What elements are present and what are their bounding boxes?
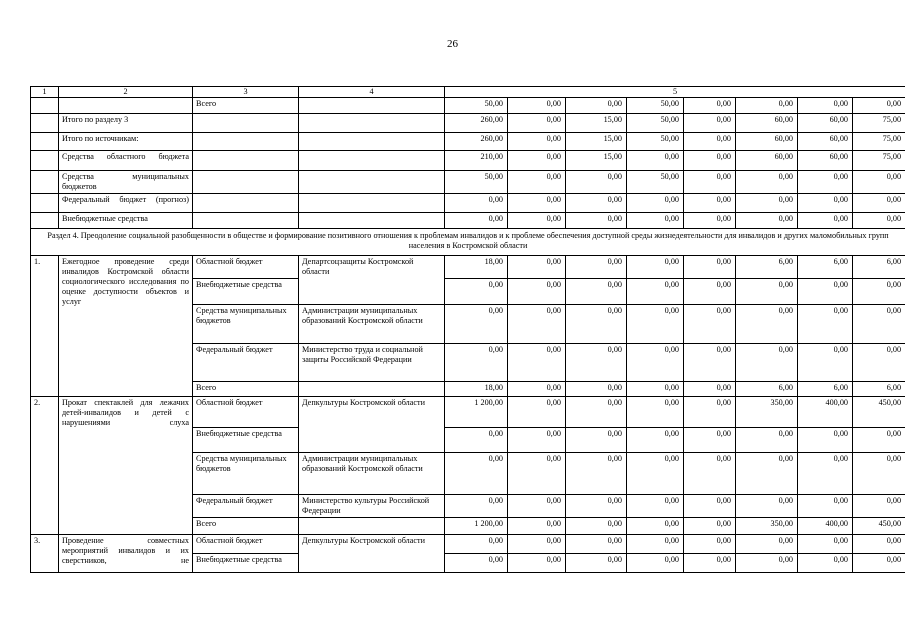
value-cell: 260,00 (445, 133, 508, 151)
value-cell: 0,00 (798, 279, 853, 305)
item-name-cell: Итого по источникам: (59, 133, 193, 151)
item-number-cell: 1. (31, 256, 59, 397)
value-cell: 210,00 (445, 151, 508, 171)
value-cell: 0,00 (627, 518, 684, 535)
value-cell: 50,00 (445, 171, 508, 194)
value-cell: 0,00 (566, 397, 627, 428)
value-cell: 0,00 (798, 98, 853, 114)
value-cell: 0,00 (798, 453, 853, 495)
value-cell: 0,00 (508, 194, 566, 213)
value-cell: 50,00 (445, 98, 508, 114)
value-cell: 60,00 (798, 151, 853, 171)
value-cell: 260,00 (445, 114, 508, 133)
value-cell: 0,00 (445, 554, 508, 573)
item-number-cell (31, 114, 59, 133)
value-cell: 0,00 (445, 428, 508, 453)
page-number: 26 (447, 38, 458, 50)
item-name-cell: Ежегодное проведение среди инвалидов Костромской области социологического исследования по оценке доступности объектов и услуг (59, 256, 193, 397)
funding-source-cell (193, 151, 299, 171)
value-cell: 0,00 (798, 344, 853, 382)
value-cell: 0,00 (684, 213, 736, 229)
value-cell: 0,00 (627, 535, 684, 554)
funding-source-cell (193, 171, 299, 194)
funding-source-cell: Всего (193, 518, 299, 535)
item-number-cell: 3. (31, 535, 59, 573)
value-cell: 15,00 (566, 114, 627, 133)
value-cell: 0,00 (736, 171, 798, 194)
value-cell: 0,00 (798, 428, 853, 453)
value-cell: 0,00 (566, 495, 627, 518)
value-cell: 0,00 (566, 344, 627, 382)
budget-table (30, 86, 905, 573)
value-cell: 1 200,00 (445, 397, 508, 428)
value-cell: 0,00 (627, 495, 684, 518)
funding-source-cell (193, 194, 299, 213)
executor-cell: Администрации муниципальных образований Костромской области (299, 453, 445, 495)
header-col-3: 3 (193, 87, 299, 98)
item-name-cell: Проведение совместных мероприятий инвалидов и их сверстников, не (59, 535, 193, 573)
value-cell: 0,00 (566, 554, 627, 573)
value-cell: 0,00 (627, 428, 684, 453)
value-cell: 400,00 (798, 397, 853, 428)
executor-cell (299, 213, 445, 229)
value-cell: 0,00 (627, 344, 684, 382)
value-cell: 0,00 (566, 382, 627, 397)
value-cell: 0,00 (566, 171, 627, 194)
value-cell: 0,00 (684, 171, 736, 194)
item-number-cell (31, 171, 59, 194)
item-name-cell: Итого по разделу 3 (59, 114, 193, 133)
value-cell: 0,00 (853, 194, 905, 213)
executor-cell (299, 194, 445, 213)
value-cell: 0,00 (853, 495, 905, 518)
item-number-cell (31, 151, 59, 171)
value-cell: 0,00 (684, 397, 736, 428)
value-cell: 0,00 (508, 171, 566, 194)
table-row (31, 151, 905, 171)
value-cell: 0,00 (566, 518, 627, 535)
funding-source-cell (193, 213, 299, 229)
value-cell: 0,00 (508, 397, 566, 428)
item-name-cell: Федеральный бюджет (прогноз) (59, 194, 193, 213)
value-cell: 50,00 (627, 171, 684, 194)
value-cell: 0,00 (627, 213, 684, 229)
value-cell: 75,00 (853, 133, 905, 151)
header-row (31, 87, 905, 98)
value-cell: 60,00 (736, 114, 798, 133)
value-cell: 0,00 (684, 305, 736, 344)
item-name-cell: Прокат спектаклей для лежачих детей-инвалидов и детей с нарушениями слуха (59, 397, 193, 535)
value-cell: 0,00 (853, 305, 905, 344)
value-cell: 0,00 (508, 554, 566, 573)
value-cell: 0,00 (508, 133, 566, 151)
value-cell: 0,00 (853, 428, 905, 453)
value-cell: 0,00 (508, 382, 566, 397)
value-cell: 0,00 (853, 171, 905, 194)
value-cell: 1 200,00 (445, 518, 508, 535)
value-cell: 0,00 (508, 535, 566, 554)
value-cell: 0,00 (508, 279, 566, 305)
value-cell: 0,00 (853, 453, 905, 495)
value-cell: 0,00 (798, 305, 853, 344)
value-cell: 0,00 (566, 279, 627, 305)
budget-table-body (31, 87, 905, 573)
executor-cell: Депкультуры Костромской области (299, 397, 445, 453)
header-col-1: 1 (31, 87, 59, 98)
value-cell: 6,00 (853, 256, 905, 279)
funding-source-cell: Средства муниципальных бюджетов (193, 453, 299, 495)
value-cell: 6,00 (798, 382, 853, 397)
funding-source-cell: Федеральный бюджет (193, 495, 299, 518)
value-cell: 0,00 (445, 305, 508, 344)
value-cell: 0,00 (853, 535, 905, 554)
funding-source-cell: Областной бюджет (193, 535, 299, 554)
item-number-cell: 2. (31, 397, 59, 535)
section-header-row (31, 229, 905, 256)
funding-source-cell: Областной бюджет (193, 256, 299, 279)
value-cell: 0,00 (508, 428, 566, 453)
value-cell: 0,00 (736, 495, 798, 518)
executor-cell (299, 114, 445, 133)
value-cell: 60,00 (736, 151, 798, 171)
table-row (31, 213, 905, 229)
value-cell: 0,00 (627, 453, 684, 495)
value-cell: 0,00 (736, 453, 798, 495)
value-cell: 0,00 (445, 453, 508, 495)
value-cell: 0,00 (684, 114, 736, 133)
value-cell: 0,00 (684, 382, 736, 397)
value-cell: 15,00 (566, 151, 627, 171)
value-cell: 350,00 (736, 397, 798, 428)
value-cell: 0,00 (684, 151, 736, 171)
value-cell: 0,00 (684, 256, 736, 279)
value-cell: 0,00 (798, 171, 853, 194)
value-cell: 75,00 (853, 151, 905, 171)
item-name-cell (59, 98, 193, 114)
value-cell: 0,00 (445, 495, 508, 518)
value-cell: 0,00 (445, 344, 508, 382)
value-cell: 0,00 (627, 151, 684, 171)
value-cell: 0,00 (798, 194, 853, 213)
value-cell: 0,00 (627, 397, 684, 428)
value-cell: 15,00 (566, 133, 627, 151)
value-cell: 50,00 (627, 114, 684, 133)
value-cell: 0,00 (508, 256, 566, 279)
item-number-cell (31, 213, 59, 229)
value-cell: 6,00 (853, 382, 905, 397)
value-cell: 50,00 (627, 98, 684, 114)
value-cell: 0,00 (853, 213, 905, 229)
value-cell: 0,00 (566, 194, 627, 213)
funding-source-cell: Внебюджетные средства (193, 279, 299, 305)
item-name-cell: Внебюджетные средства (59, 213, 193, 229)
value-cell: 0,00 (798, 554, 853, 573)
value-cell: 0,00 (684, 194, 736, 213)
value-cell: 0,00 (736, 344, 798, 382)
value-cell: 0,00 (566, 453, 627, 495)
value-cell: 0,00 (508, 151, 566, 171)
value-cell: 6,00 (798, 256, 853, 279)
value-cell: 0,00 (627, 382, 684, 397)
value-cell: 0,00 (736, 428, 798, 453)
value-cell: 0,00 (566, 98, 627, 114)
value-cell: 60,00 (736, 133, 798, 151)
table-row (31, 535, 905, 554)
value-cell: 18,00 (445, 256, 508, 279)
funding-source-cell (193, 114, 299, 133)
funding-source-cell: Всего (193, 382, 299, 397)
executor-cell: Депкультуры Костромской области (299, 535, 445, 573)
item-number-cell (31, 133, 59, 151)
value-cell: 6,00 (736, 382, 798, 397)
value-cell: 0,00 (684, 495, 736, 518)
value-cell: 0,00 (445, 279, 508, 305)
value-cell: 0,00 (508, 344, 566, 382)
value-cell: 0,00 (684, 133, 736, 151)
header-col-4: 4 (299, 87, 445, 98)
table-row (31, 98, 905, 114)
value-cell: 0,00 (508, 453, 566, 495)
value-cell: 60,00 (798, 114, 853, 133)
value-cell: 0,00 (566, 256, 627, 279)
value-cell: 6,00 (736, 256, 798, 279)
executor-cell: Министерство культуры Российской Федерации (299, 495, 445, 518)
value-cell: 0,00 (445, 194, 508, 213)
value-cell: 0,00 (445, 213, 508, 229)
value-cell: 0,00 (566, 535, 627, 554)
header-col-5: 5 (445, 87, 905, 98)
item-name-cell: Средства областного бюджета (59, 151, 193, 171)
value-cell: 0,00 (627, 554, 684, 573)
executor-cell (299, 151, 445, 171)
funding-source-cell: Областной бюджет (193, 397, 299, 428)
section-title: Раздел 4. Преодоление социальной разобщенности в обществе и формирование позитивного отношения к проблемам инвалидов и к проблеме обеспечения доступной среды жизнедеятельности для инвалидов и других маломобильных групп населения в Костромской области (31, 229, 905, 256)
table-row (31, 397, 905, 428)
value-cell: 50,00 (627, 133, 684, 151)
executor-cell (299, 382, 445, 397)
value-cell: 0,00 (736, 98, 798, 114)
executor-cell (299, 133, 445, 151)
value-cell: 0,00 (627, 194, 684, 213)
executor-cell (299, 518, 445, 535)
value-cell: 0,00 (736, 554, 798, 573)
table-row (31, 133, 905, 151)
value-cell: 0,00 (684, 279, 736, 305)
value-cell: 450,00 (853, 518, 905, 535)
executor-cell: Министерство труда и социальной защиты Российской Федерации (299, 344, 445, 382)
value-cell: 0,00 (684, 518, 736, 535)
value-cell: 0,00 (684, 98, 736, 114)
value-cell: 0,00 (736, 535, 798, 554)
item-name-cell: Средства муниципальных бюджетов (59, 171, 193, 194)
value-cell: 0,00 (684, 453, 736, 495)
funding-source-cell: Всего (193, 98, 299, 114)
value-cell: 0,00 (445, 535, 508, 554)
value-cell: 0,00 (627, 256, 684, 279)
value-cell: 75,00 (853, 114, 905, 133)
funding-source-cell: Средства муниципальных бюджетов (193, 305, 299, 344)
value-cell: 0,00 (853, 98, 905, 114)
value-cell: 0,00 (508, 213, 566, 229)
value-cell: 400,00 (798, 518, 853, 535)
value-cell: 0,00 (627, 279, 684, 305)
value-cell: 60,00 (798, 133, 853, 151)
value-cell: 0,00 (508, 305, 566, 344)
value-cell: 0,00 (684, 554, 736, 573)
table-row (31, 194, 905, 213)
value-cell: 0,00 (627, 305, 684, 344)
value-cell: 0,00 (566, 428, 627, 453)
value-cell: 0,00 (853, 344, 905, 382)
header-col-2: 2 (59, 87, 193, 98)
value-cell: 18,00 (445, 382, 508, 397)
value-cell: 0,00 (508, 98, 566, 114)
value-cell: 0,00 (736, 279, 798, 305)
value-cell: 0,00 (684, 428, 736, 453)
item-number-cell (31, 98, 59, 114)
value-cell: 0,00 (798, 213, 853, 229)
table-row (31, 256, 905, 279)
table-row (31, 171, 905, 194)
executor-cell: Администрации муниципальных образований Костромской области (299, 305, 445, 344)
funding-source-cell: Внебюджетные средства (193, 554, 299, 573)
value-cell: 0,00 (736, 194, 798, 213)
item-number-cell (31, 194, 59, 213)
value-cell: 0,00 (736, 213, 798, 229)
value-cell: 0,00 (684, 535, 736, 554)
value-cell: 0,00 (798, 535, 853, 554)
table-row (31, 114, 905, 133)
value-cell: 350,00 (736, 518, 798, 535)
value-cell: 0,00 (566, 305, 627, 344)
executor-cell (299, 98, 445, 114)
value-cell: 0,00 (508, 114, 566, 133)
value-cell: 0,00 (684, 344, 736, 382)
value-cell: 0,00 (566, 213, 627, 229)
value-cell: 0,00 (853, 279, 905, 305)
funding-source-cell: Федеральный бюджет (193, 344, 299, 382)
funding-source-cell (193, 133, 299, 151)
value-cell: 450,00 (853, 397, 905, 428)
value-cell: 0,00 (508, 495, 566, 518)
funding-source-cell: Внебюджетные средства (193, 428, 299, 453)
value-cell: 0,00 (853, 554, 905, 573)
value-cell: 0,00 (798, 495, 853, 518)
value-cell: 0,00 (508, 518, 566, 535)
executor-cell (299, 171, 445, 194)
executor-cell: Департсоцзащиты Костромской области (299, 256, 445, 305)
value-cell: 0,00 (736, 305, 798, 344)
